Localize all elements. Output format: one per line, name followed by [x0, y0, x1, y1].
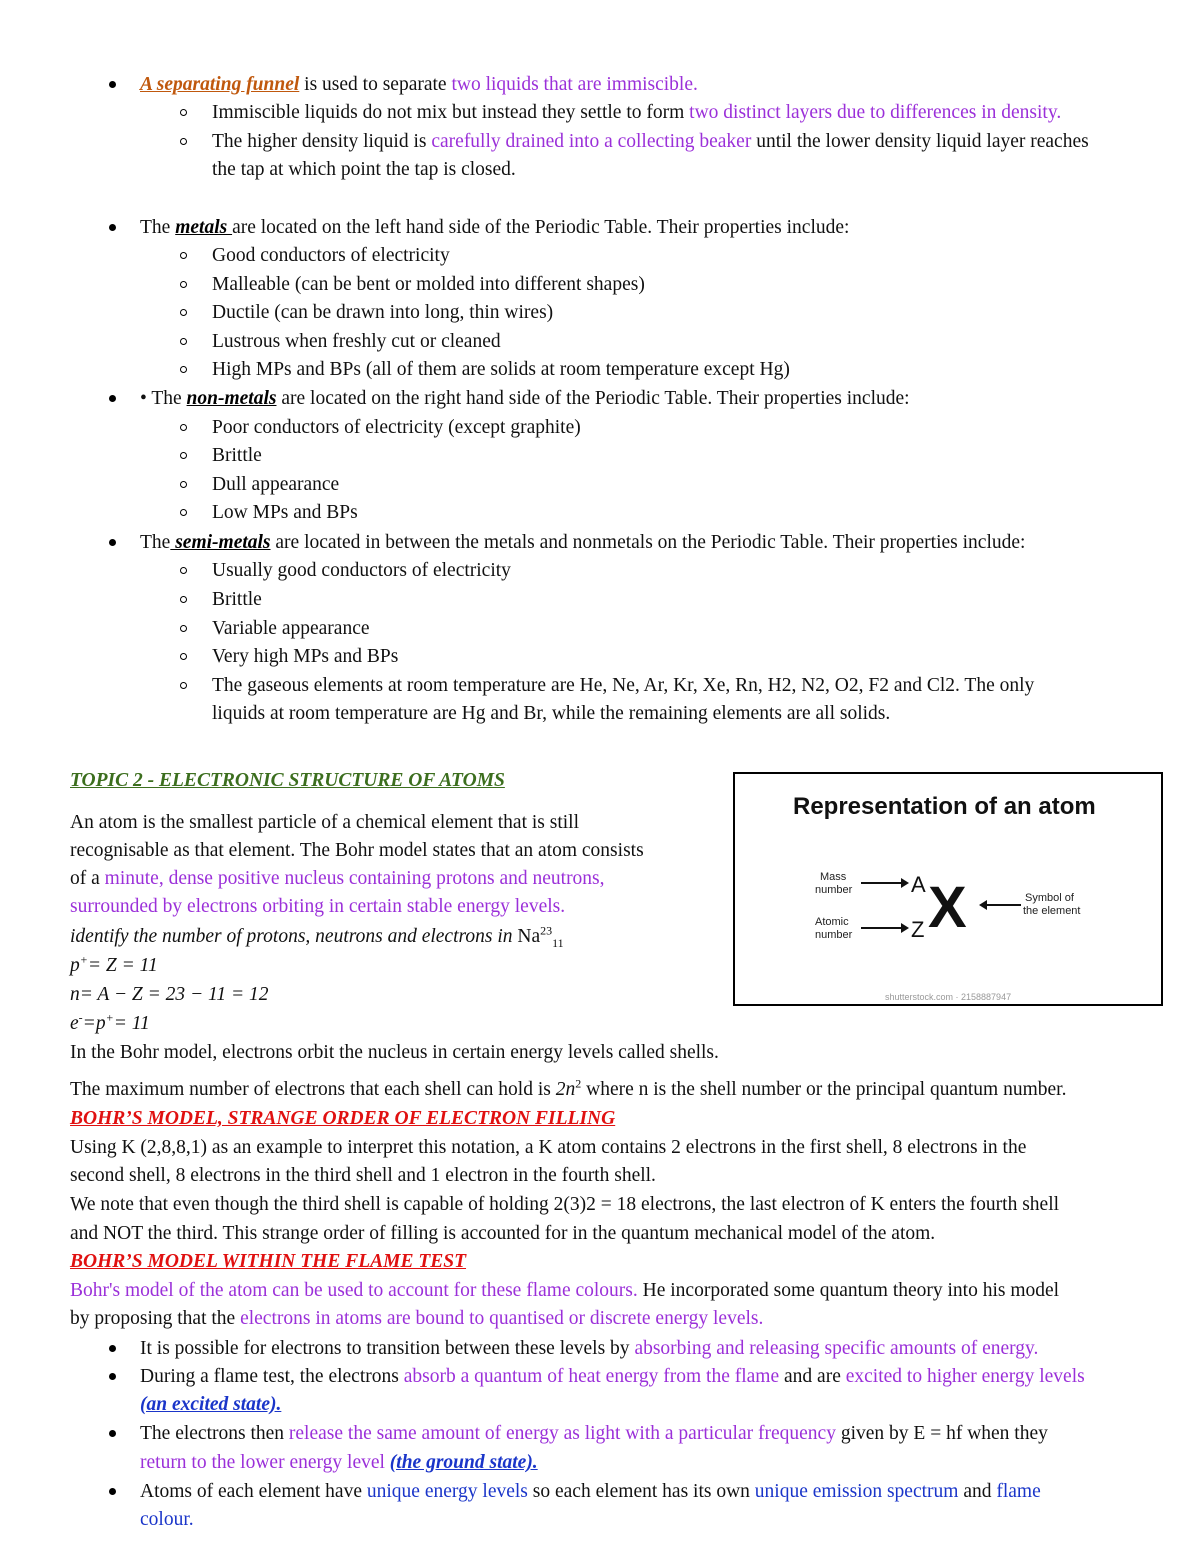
mass-label: Mass: [820, 871, 847, 883]
metals-item: Malleable (can be bent or molded into different shapes): [212, 274, 645, 295]
equation: = Z = 11: [87, 955, 158, 976]
highlight: minute, dense positive nucleus containing protons and neutrons,: [104, 868, 605, 889]
text: are located on the right hand side of the Periodic Table. Their properties include:: [276, 388, 910, 409]
term-semi-metals: semi-metals: [170, 532, 271, 553]
flame-bullet: [140, 1480, 1041, 1504]
flame-bullet-cont: [140, 1451, 538, 1475]
text: is used to separate: [299, 74, 452, 95]
equation-electrons: e-=p+= 11: [70, 1010, 150, 1034]
atomic-label: Atomic: [815, 916, 849, 928]
arrow-head-icon: [979, 900, 987, 910]
semimetals-item: The gaseous elements at room temperature are He, Ne, Ar, Kr, Xe, Rn, H2, N2, O2, F2 and Cl2. The only: [212, 675, 1035, 696]
nonmetals-item: Dull appearance: [212, 474, 340, 495]
text: Atoms of each element have: [140, 1481, 367, 1502]
sub-bullet: [180, 653, 187, 660]
bullet: [109, 1345, 116, 1352]
bullet: [109, 1373, 116, 1380]
semimetals-item: Very high MPs and BPs: [212, 646, 399, 667]
text: The: [140, 217, 176, 238]
paragraph-line: Using K (2,8,8,1) as an example to interpret this notation, a K atom contains 2 electrons in the first shell, 8 electrons in the: [70, 1137, 1027, 1158]
highlight: unique energy levels: [366, 1481, 528, 1502]
metals-item: Good conductors of electricity: [212, 245, 450, 266]
text: The: [140, 532, 171, 553]
sub-bullet: [180, 481, 187, 488]
paragraph-line: We note that even though the third shell is capable of holding 2(3)2 = 18 electrons, the last electron of K enters the fourth shell: [70, 1194, 1060, 1215]
text: Immiscible liquids do not mix but instead they settle to form: [212, 102, 690, 123]
arrow-head-icon: [901, 923, 909, 933]
bullet: [109, 395, 116, 402]
funnel-sub2-cont: the tap at which point the tap is closed.: [212, 159, 516, 180]
metals-item: High MPs and BPs (all of them are solids at room temperature except Hg): [212, 359, 790, 380]
text: The maximum number of electrons that each shell can hold is: [70, 1079, 556, 1100]
flame-bullet: [140, 1337, 1038, 1361]
flame-bullet-cont: colour.: [140, 1509, 194, 1530]
figure-title: Representation of an atom: [793, 793, 1096, 820]
atomic-label: number: [815, 929, 853, 941]
sub-bullet: [180, 625, 187, 632]
symbol-A: A: [911, 872, 926, 897]
paragraph-line: recognisable as that element. The Bohr model states that an atom consists: [70, 840, 644, 861]
metals-line: [140, 216, 849, 240]
text: are located in between the metals and nonmetals on the Periodic Table. Their properties include:: [270, 532, 1026, 553]
term-separating-funnel: A separating funnel: [140, 74, 300, 95]
sub-bullet: [180, 252, 187, 259]
sub-bullet: [180, 366, 187, 373]
sub-bullet: [180, 452, 187, 459]
text: of a: [70, 868, 105, 889]
text: given by E = hf when they: [835, 1423, 1048, 1444]
term-metals: metals: [175, 217, 233, 238]
sub-bullet: [180, 109, 187, 116]
bullet: [109, 1430, 116, 1437]
paragraph-line: [70, 1078, 1066, 1102]
sub-bullet: [180, 309, 187, 316]
highlight: excited to higher energy levels: [845, 1366, 1085, 1387]
atomic-number: 11: [552, 935, 564, 950]
paragraph-line: An atom is the smallest particle of a chemical element that is still: [70, 812, 580, 833]
identify-line: [70, 925, 564, 949]
section-heading: BOHR’S MODEL WITHIN THE FLAME TEST: [70, 1251, 467, 1272]
term-non-metals: non-metals: [186, 388, 277, 409]
sub-bullet: [180, 424, 187, 431]
text: by proposing that the: [70, 1308, 241, 1329]
bullet: [109, 81, 116, 88]
text: The electrons then: [140, 1423, 289, 1444]
exponent: 2: [575, 1076, 582, 1091]
atom-representation-figure: [733, 772, 1163, 1006]
bullet: [109, 539, 116, 546]
semimetals-item: Usually good conductors of electricity: [212, 560, 511, 581]
highlight: absorb a quantum of heat energy from the flame: [403, 1366, 780, 1387]
semimetals-line: [140, 531, 1025, 555]
highlight: electrons in atoms are bound to quantised or discrete energy levels.: [240, 1308, 764, 1329]
sub-bullet: [180, 682, 187, 689]
term-ground-state: (the ground state).: [389, 1452, 538, 1473]
text: The higher density liquid is: [212, 131, 432, 152]
bullet: [109, 1488, 116, 1495]
section-heading: BOHR’S MODEL, STRANGE ORDER OF ELECTRON FILLING: [70, 1108, 616, 1129]
highlight: two liquids that are immiscible.: [451, 74, 698, 95]
text: are located on the left hand side of the Periodic Table. Their properties include:: [232, 217, 850, 238]
paragraph-line: surrounded by electrons orbiting in certain stable energy levels.: [70, 896, 566, 917]
text: and: [958, 1481, 997, 1502]
semimetals-item: Variable appearance: [212, 618, 370, 639]
highlight: unique emission spectrum: [754, 1481, 959, 1502]
semimetals-item-cont: liquids at room temperature are Hg and Br, while the remaining elements are all solids.: [212, 703, 891, 724]
topic-title: TOPIC 2 - ELECTRONIC STRUCTURE OF ATOMS: [70, 770, 505, 791]
paragraph-line: [70, 1307, 763, 1331]
highlight: Bohr's model of the atom can be used to account for these flame colours.: [70, 1280, 638, 1301]
equation: =p: [82, 1013, 106, 1034]
semimetals-item: Brittle: [212, 589, 262, 610]
text: During a flame test, the electrons: [140, 1366, 404, 1387]
text: • The: [140, 388, 187, 409]
symbol-label: Symbol of: [1025, 892, 1074, 904]
equation: = 11: [113, 1013, 150, 1034]
sub-bullet: [180, 281, 187, 288]
equation-protons: p+= Z = 11: [70, 952, 158, 976]
funnel-line: [140, 73, 698, 97]
highlight: release the same amount of energy as light with a particular frequency: [288, 1423, 836, 1444]
paragraph-line: [70, 1279, 1059, 1303]
highlight: two distinct layers due to differences in density.: [689, 102, 1062, 123]
text: It is possible for electrons to transition between these levels by: [140, 1338, 635, 1359]
highlight: absorbing and releasing specific amounts of energy.: [634, 1338, 1039, 1359]
highlight: flame: [996, 1481, 1041, 1502]
sub-bullet: [180, 509, 187, 516]
symbol-X: X: [928, 875, 967, 940]
highlight: return to the lower energy level: [140, 1452, 390, 1473]
mass-label: number: [815, 884, 853, 896]
arrow-head-icon: [901, 878, 909, 888]
term-excited-state: (an excited state).: [140, 1394, 282, 1415]
element: Na: [517, 926, 541, 947]
sub-bullet: [180, 138, 187, 145]
highlight: carefully drained into a collecting beaker: [431, 131, 752, 152]
flame-bullet: [140, 1365, 1085, 1389]
flame-bullet: [140, 1422, 1048, 1446]
atom-diagram: [735, 774, 1161, 1004]
funnel-sub2: [212, 130, 1089, 154]
nonmetals-line: [140, 387, 910, 411]
text: He incorporated some quantum theory into his model: [637, 1280, 1060, 1301]
nonmetals-item: Poor conductors of electricity (except graphite): [212, 417, 581, 438]
metals-item: Lustrous when freshly cut or cleaned: [212, 331, 501, 352]
paragraph-line: and NOT the third. This strange order of filling is accounted for in the quantum mechanical model of the atom.: [70, 1223, 936, 1244]
metals-item: Ductile (can be drawn into long, thin wires): [212, 302, 554, 323]
mass-number: 23: [540, 923, 553, 938]
sub-bullet: [180, 596, 187, 603]
nonmetals-item: Low MPs and BPs: [212, 502, 358, 523]
symbol-Z: Z: [911, 917, 925, 942]
bullet: [109, 224, 116, 231]
text: where n is the shell number or the principal quantum number.: [581, 1079, 1067, 1100]
sub-bullet: [180, 338, 187, 345]
text: and are: [779, 1366, 846, 1387]
sub-bullet: [180, 567, 187, 574]
math-text: identify the number of protons, neutrons and electrons in: [70, 926, 518, 947]
paragraph-line: second shell, 8 electrons in the third shell and 1 electron in the fourth shell.: [70, 1165, 656, 1186]
paragraph-line: [70, 867, 605, 891]
funnel-sub1: [212, 101, 1061, 125]
equation-neutrons: n= A − Z = 23 − 11 = 12: [70, 984, 269, 1005]
paragraph-line: In the Bohr model, electrons orbit the nucleus in certain energy levels called shells.: [70, 1042, 719, 1063]
image-credit: shutterstock.com · 2158887947: [885, 992, 1012, 1002]
symbol-label: the element: [1023, 905, 1081, 917]
text: so each element has its own: [527, 1481, 755, 1502]
nonmetals-item: Brittle: [212, 445, 262, 466]
math: 2n: [555, 1079, 576, 1100]
text: until the lower density liquid layer reaches: [751, 131, 1089, 152]
